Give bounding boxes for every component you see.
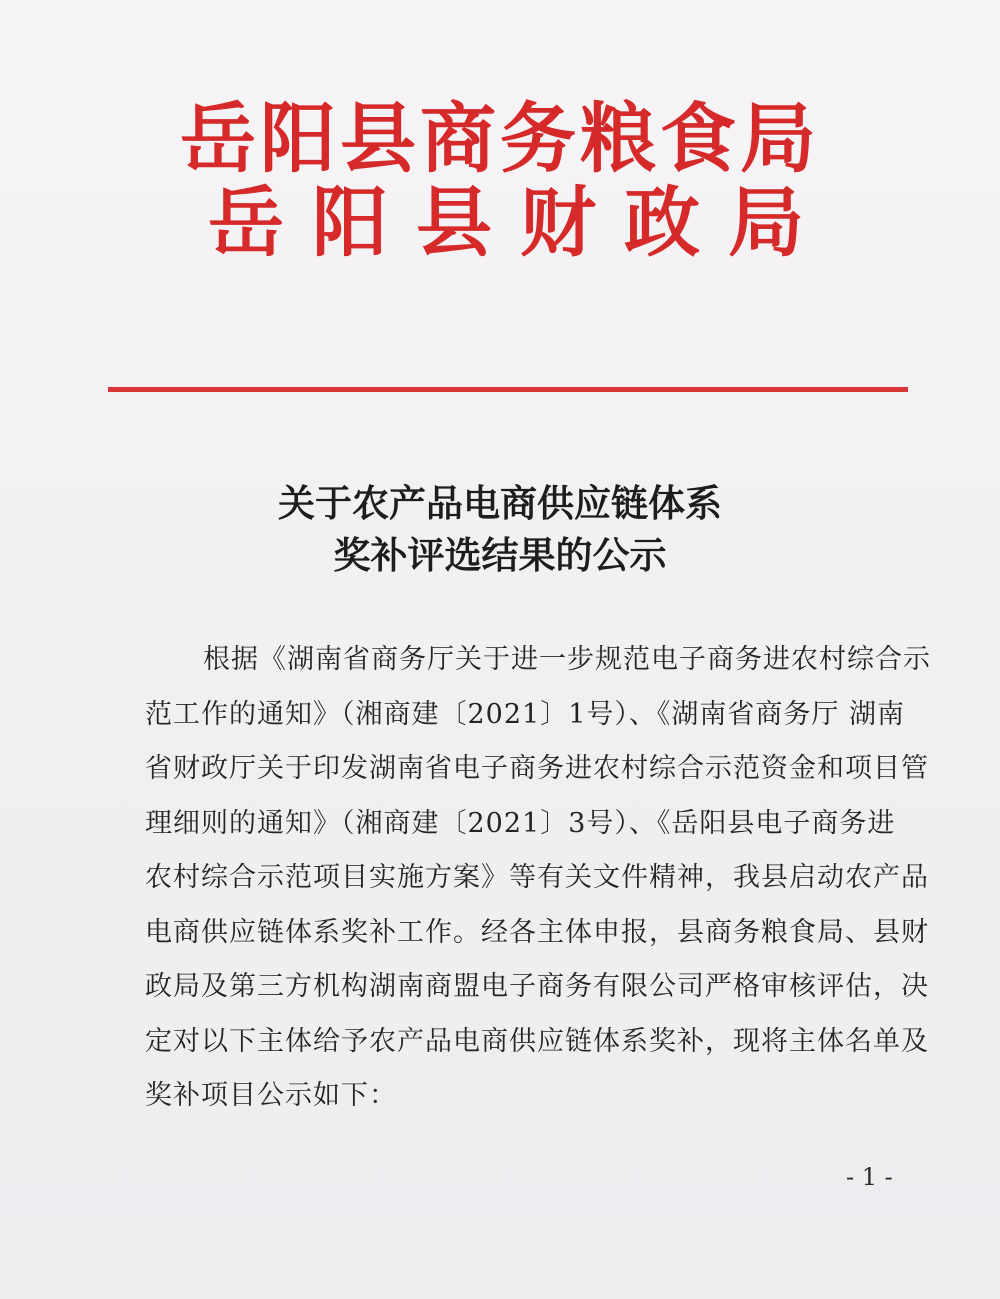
document-title-line-2: 奖补评选结果的公示 xyxy=(333,533,667,577)
letterhead-red-rule xyxy=(108,387,908,392)
body-line: 政局及第三方机构湖南商盟电子商务有限公司严格审核评估，决 xyxy=(145,971,929,1002)
body-line: 奖补项目公示如下： xyxy=(145,1080,397,1111)
document-title-line-1: 关于农产品电商供应链体系 xyxy=(278,481,722,525)
body-line: 定对以下主体给予农产品电商供应链体系奖补，现将主体名单及 xyxy=(145,1025,929,1057)
body-line: 电商供应链体系奖补工作。经各主体申报，县商务粮食局、县财 xyxy=(145,916,929,948)
body-line: 省财政厅关于印发湖南省电子商务进农村综合示范资金和项目管 xyxy=(145,753,929,784)
letterhead-line-1: 岳阳县商务粮食局 xyxy=(180,94,820,183)
body-line: 农村综合示范项目实施方案》等有关文件精神，我县启动农产品 xyxy=(145,862,929,893)
body-line: 范工作的通知》（湘商建〔2021〕1号）、《湖南省商务厅 湖南 xyxy=(145,698,905,730)
document-body xyxy=(145,633,931,1124)
body-line: 根据《湖南省商务厅关于进一步规范电子商务进农村综合示 xyxy=(203,644,931,675)
letterhead-line-2: 岳阳县财政局 xyxy=(208,178,832,267)
page-number: - 1 - xyxy=(846,1163,893,1191)
body-line: 理细则的通知》（湘商建〔2021〕3号）、《岳阳县电子商务进 xyxy=(145,807,896,839)
